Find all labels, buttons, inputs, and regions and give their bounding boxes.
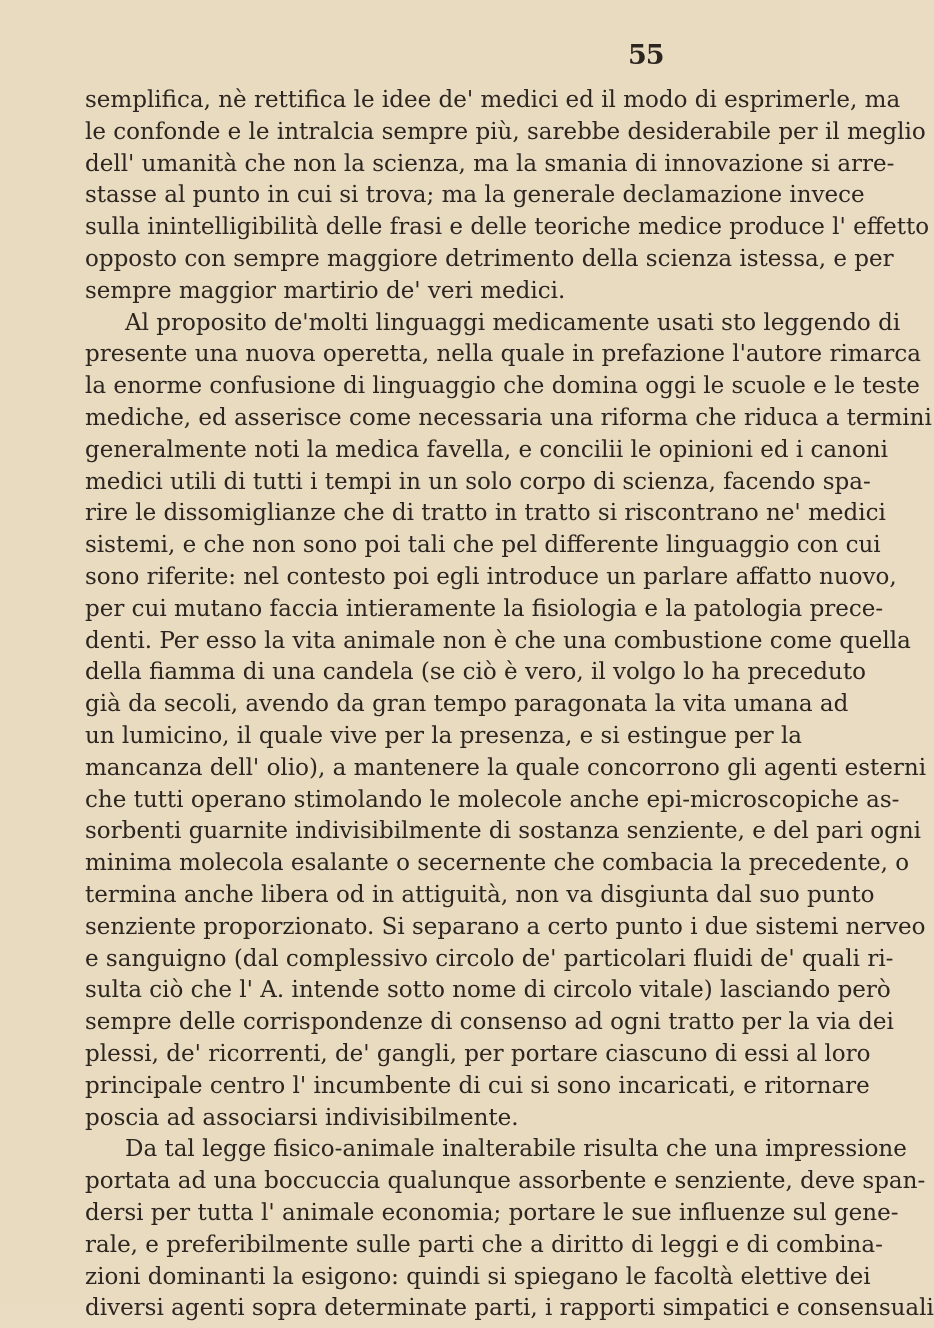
text-line: Da tal legge fisico-animale inalterabile risulta che una impressione [125, 1136, 907, 1163]
text-line: presente una nuova operetta, nella quale in prefazione l'autore rimarca [85, 341, 921, 368]
text-line: plessi, de' ricorrenti, de' gangli, per portare ciascuno di essi al loro [85, 1041, 871, 1067]
text-line: generalmente noti la medica favella, e concilii le opinioni ed i canoni [85, 436, 888, 463]
text-line: stasse al punto in cui si trova; ma la generale declamazione invece [85, 182, 865, 209]
text-line: e sanguigno (dal complessivo circolo de' particolari fluidi de' quali ri- [85, 945, 894, 972]
text-line: sulla inintelligibilità delle frasi e delle teoriche medice produce l' effetto [85, 214, 930, 241]
text-line: rire le dissomiglianze che di tratto in tratto si riscontrano ne' medici [85, 500, 886, 527]
text-line: sistemi, e che non sono poi tali che pel differente linguaggio con cui [85, 532, 881, 559]
text-line: termina anche libera od in attiguità, non va disgiunta dal suo punto [85, 882, 875, 908]
text-line: della fiamma di una candela (se ciò è vero, il volgo lo ha preceduto [85, 659, 866, 686]
text-line: dersi per tutta l' animale economia; portare le sue influenze sul gene- [85, 1200, 899, 1226]
text-line: dell' umanità che non la scienza, ma la smania di innovazione si arre- [85, 150, 895, 177]
page-number: 55 [628, 40, 664, 71]
text-line: mediche, ed asserisce come necessaria una riforma che riduca a termini [85, 405, 932, 431]
text-line: poscia ad associarsi indivisibilmente. [85, 1104, 519, 1131]
text-line: mancanza dell' olio), a mantenere la quale concorrono gli agenti esterni [85, 754, 927, 781]
text-line: denti. Per esso la vita animale non è che una combustione come quella [85, 627, 911, 654]
text-line: sulta ciò che l' A. intende sotto nome di circolo vitale) lasciando però [85, 977, 891, 1004]
text-line: sono riferite: nel contesto poi egli introduce un parlare affatto nuovo, [85, 564, 897, 590]
text-line: minima molecola esalante o secernente che combacia la precedente, o [85, 850, 910, 877]
text-line: per cui mutano faccia intieramente la fisiologia e la patologia prece- [85, 595, 884, 622]
text-line: Al proposito de'molti linguaggi medicamente usati sto leggendo di [125, 309, 901, 336]
text-line: portata ad una boccuccia qualunque assorbente e senziente, deve span- [85, 1168, 926, 1195]
text-line: rale, e preferibilmente sulle parti che a diritto di leggi e di combina- [85, 1231, 883, 1258]
text-line: sorbenti guarnite indivisibilmente di sostanza senziente, e del pari ogni [85, 818, 921, 845]
text-line: zioni dominanti la esigono: quindi si spiegano le facoltà elettive dei [85, 1263, 871, 1290]
text-line: semplifica, nè rettifica le idee de' medici ed il modo di esprimerle, ma [85, 87, 901, 113]
text-line: medici utili di tutti i tempi in un solo corpo di scienza, facendo spa- [85, 468, 871, 495]
text-line: sempre maggior martirio de' veri medici. [85, 277, 566, 304]
text-line: che tutti operano stimolando le molecole anche epi-microscopiche as- [85, 786, 900, 813]
text-line: principale centro l' incumbente di cui si sono incaricati, e ritornare [85, 1072, 870, 1099]
text-line: sempre delle corrispondenze di consenso ad ogni tratto per la via dei [85, 1009, 894, 1036]
text-line: senziente proporzionato. Si separano a certo punto i due sistemi nerveo [85, 913, 926, 940]
text-line: le confonde e le intralcia sempre più, sarebbe desiderabile per il meglio [85, 118, 926, 145]
text-line: opposto con sempre maggiore detrimento della scienza istessa, e per [85, 246, 894, 272]
text-line: la enorme confusione di linguaggio che domina oggi le scuole e le teste [85, 373, 920, 400]
text-line: un lumicino, il quale vive per la presenza, e si estingue per la [85, 723, 803, 749]
text-line: già da secoli, avendo da gran tempo paragonata la vita umana ad [85, 691, 849, 718]
text-line: diversi agenti sopra determinate parti, i rapporti simpatici e consensuali [85, 1295, 934, 1322]
